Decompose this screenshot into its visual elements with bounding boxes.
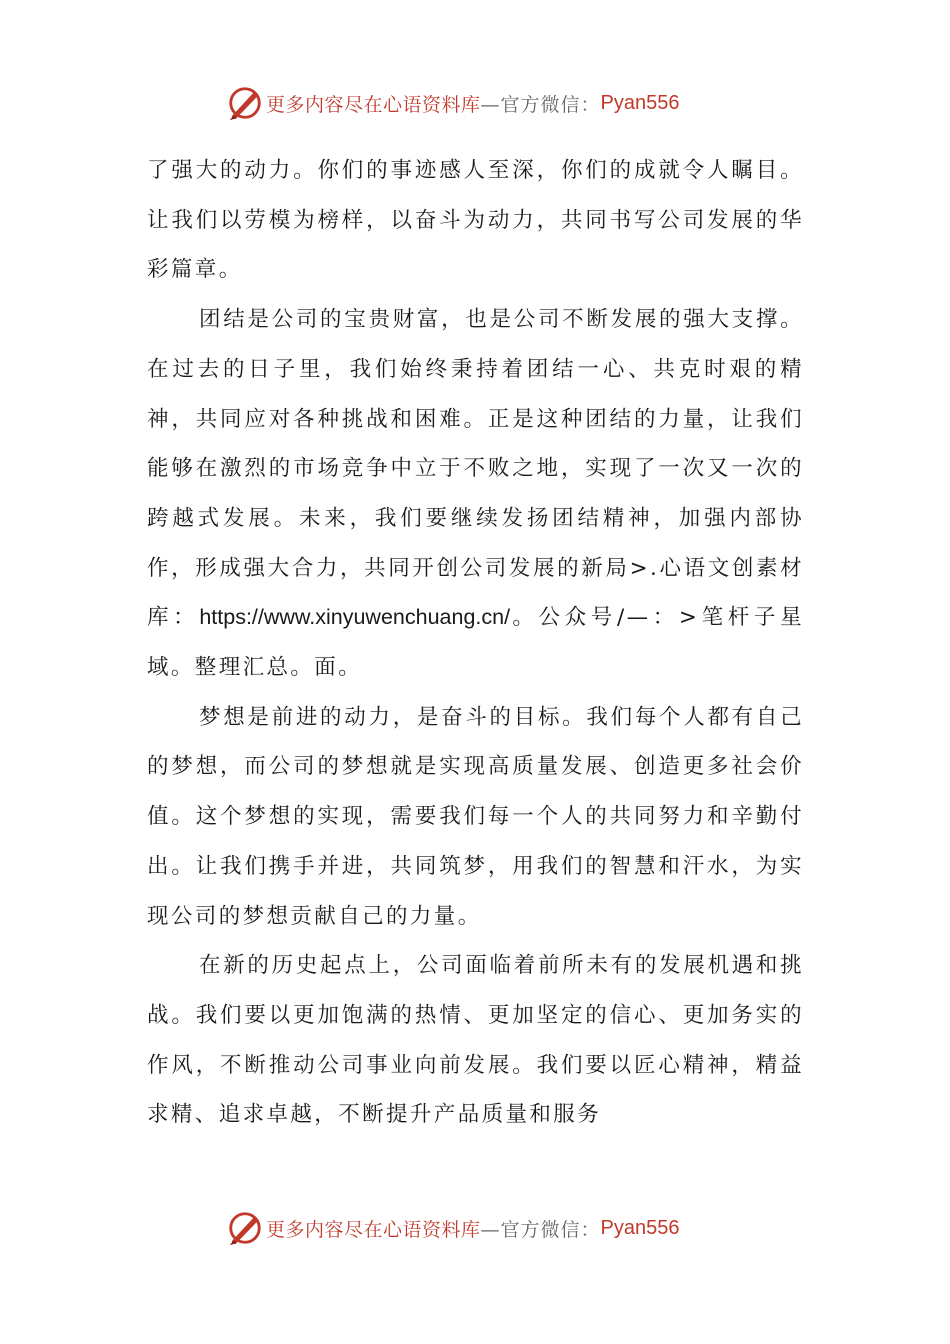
footer-grey-text: —官方微信：: [480, 1218, 601, 1241]
footer-wechat-id: Pyan556: [600, 1216, 680, 1239]
pen-logo-icon: [226, 84, 264, 122]
watermark-prefix: >.心语文创素材库：: [147, 555, 804, 631]
paragraph-1: 了强大的动力。你们的事迹感人至深，你们的成就令人瞩目。让我们以劳模为榜样，以奋斗为动力，共同书写公司发展的华彩篇章。: [147, 158, 804, 283]
header-wechat-id: Pyan556: [600, 91, 680, 114]
paragraph-2: [147, 295, 804, 693]
footer-banner: [226, 1208, 680, 1248]
paragraph-2-main: 团结是公司的宝贵财富，也是公司不断发展的强大支撑。在过去的日子里，我们始终秉持着团结一心、共克时艰的精神，共同应对各种挑战和困难。正是这种团结的力量，让我们能够在激烈的市场竞争中立于不败之地，实现了一次又一次的跨越式发展。未来，我们要继续发扬团结精神，加强内部协作，形成强大合力，共同开创公司发展的新局: [147, 307, 804, 581]
footer-red-text: 更多内容尽在心语资料库: [266, 1218, 481, 1241]
header-banner: [226, 83, 680, 123]
header-red-text: 更多内容尽在心语资料库: [266, 93, 481, 116]
header-grey-text: —官方微信：: [480, 93, 601, 116]
watermark-url: https://www.xinyuwenchuang.cn/: [199, 605, 511, 630]
paragraph-4: 在新的历史起点上，公司面临着前所未有的发展机遇和挑战。我们要以更加饱满的热情、更加坚定的信心、更加务实的作风，不断推动公司事业向前发展。我们要以匠心精神，精益求精、追求卓越，不断提升产品质量和服务: [147, 953, 804, 1128]
pen-logo-icon: [226, 1209, 264, 1247]
paragraph-3: 梦想是前进的动力，是奋斗的目标。我们每个人都有自己的梦想，而公司的梦想就是实现高质量发展、创造更多社会价值。这个梦想的实现，需要我们每一个人的共同努力和辛勤付出。让我们携手并进，共同筑梦，用我们的智慧和汗水，为实现公司的梦想贡献自己的力量。: [147, 704, 804, 929]
watermark-suffix: 。公众号/—：>笔杆子星域。整理汇总。面。: [147, 605, 804, 681]
document-body: [147, 146, 804, 1140]
